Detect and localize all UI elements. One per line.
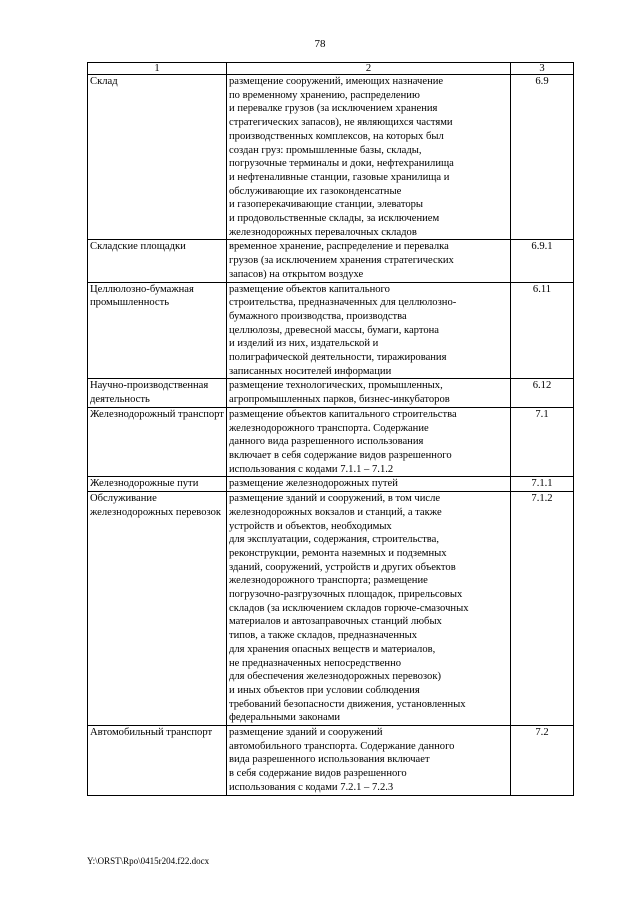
description-line: агропромышленных парков, бизнес-инкубаторов — [229, 394, 450, 406]
table-row — [88, 282, 574, 379]
description-line: и перевалке грузов (за исключением хранения — [229, 103, 438, 115]
description-line: складов (за исключением складов горюче-смазочных — [229, 602, 469, 614]
column-header-1: 1 — [88, 63, 227, 75]
description-line: размещение зданий и сооружений, в том числе — [229, 493, 441, 505]
land-use-name: Целлюлозно-бумажная промышленность — [88, 282, 227, 379]
land-use-description — [227, 407, 511, 477]
description-line: вида разрешенного использования включает — [229, 754, 430, 766]
land-use-name: Железнодорожные пути — [88, 477, 227, 492]
description-line: запасов) на открытом воздухе — [229, 268, 364, 280]
description-line: и продовольственные склады, за исключением — [229, 213, 440, 225]
land-use-description — [227, 492, 511, 726]
description-line: погрузочные терминалы и доки, нефтехранилища — [229, 158, 454, 170]
land-use-name: Склад — [88, 75, 227, 240]
description-line: реконструкции, ремонта наземных и подземных — [229, 547, 447, 559]
land-use-description — [227, 477, 511, 492]
description-line: полиграфической деятельности, тиражирования — [229, 352, 447, 364]
description-line: обслуживающие их газоконденсатные — [229, 185, 402, 197]
column-header-3: 3 — [511, 63, 574, 75]
description-line: использования с кодами 7.2.1 – 7.2.3 — [229, 781, 394, 793]
description-line: размещение объектов капитального — [229, 283, 390, 295]
description-line: погрузочно-разгрузочных площадок, прирельсовых — [229, 589, 463, 601]
description-line: и иных объектов при условии соблюдения — [229, 684, 420, 696]
land-use-description — [227, 379, 511, 407]
description-line: стратегических запасов), не являющихся частями — [229, 117, 453, 129]
description-line: размещение сооружений, имеющих назначение — [229, 76, 444, 87]
land-use-name: Железнодорожный транспорт — [88, 407, 227, 477]
description-line: и изделий из них, издательской и — [229, 338, 379, 350]
table-row — [88, 477, 574, 492]
land-use-code: 7.2 — [511, 726, 574, 796]
land-use-name: Складские площадки — [88, 240, 227, 282]
description-line: для эксплуатации, содержания, строительства, — [229, 534, 439, 546]
description-line: грузов (за исключением хранения стратегических — [229, 255, 454, 267]
land-use-description — [227, 240, 511, 282]
description-line: производственных комплексов, на которых был — [229, 130, 444, 142]
description-line: размещение технологических, промышленных, — [229, 380, 443, 392]
description-line: типов, а также складов, предназначенных — [229, 630, 418, 642]
land-use-code: 6.11 — [511, 282, 574, 379]
description-line: временное хранение, распределение и перевалка — [229, 241, 449, 253]
description-line: железнодорожных вокзалов и станций, а также — [229, 506, 442, 518]
table-row — [88, 407, 574, 477]
description-line: зданий, сооружений, устройств и других объектов — [229, 561, 456, 573]
description-line: создан груз: промышленные базы, склады, — [229, 144, 422, 156]
description-line: размещение зданий и сооружений — [229, 727, 383, 739]
description-line: использования с кодами 7.1.1 – 7.1.2 — [229, 463, 394, 475]
description-line: в себя содержание видов разрешенного — [229, 768, 407, 780]
land-use-code: 6.9 — [511, 75, 574, 240]
land-use-description — [227, 75, 511, 240]
description-line: строительства, предназначенных для целлюлозно- — [229, 297, 457, 309]
description-line: размещение железнодорожных путей — [229, 478, 398, 490]
description-line: бумажного производства, производства — [229, 310, 407, 322]
description-line: данного вида разрешенного использования — [229, 436, 424, 448]
description-line: для обеспечения железнодорожных перевозок) — [229, 671, 442, 683]
land-use-code: 7.1.1 — [511, 477, 574, 492]
land-use-name: Научно-производственная деятельность — [88, 379, 227, 407]
file-path-footer: Y:\ORST\Rpo\0415r204.f22.docx — [87, 856, 210, 866]
land-use-description — [227, 282, 511, 379]
land-use-description — [227, 726, 511, 796]
description-line: материалов и автозаправочных станций любых — [229, 616, 442, 628]
description-line: железнодорожных перевалочных складов — [229, 226, 417, 238]
table-header-row — [88, 63, 574, 75]
land-use-code: 6.12 — [511, 379, 574, 407]
description-line: не предназначенных непосредственно — [229, 657, 402, 669]
column-header-2: 2 — [227, 63, 511, 75]
description-line: по временному хранению, распределению — [229, 89, 420, 101]
description-line: федеральными законами — [229, 712, 341, 724]
land-use-code: 7.1 — [511, 407, 574, 477]
land-use-name: Автомобильный транспорт — [88, 726, 227, 796]
table-row — [88, 726, 574, 796]
table-row — [88, 379, 574, 407]
table-row — [88, 240, 574, 282]
table-row — [88, 75, 574, 240]
description-line: железнодорожного транспорта; размещение — [229, 575, 428, 587]
description-line: записанных носителей информации — [229, 365, 392, 377]
description-line: и нефтеналивные станции, газовые хранилища и — [229, 171, 450, 183]
land-use-code: 7.1.2 — [511, 492, 574, 726]
description-line: автомобильного транспорта. Содержание данного — [229, 740, 455, 752]
land-use-name: Обслуживание железнодорожных перевозок — [88, 492, 227, 726]
land-use-table — [87, 62, 574, 796]
description-line: размещение объектов капитального строительства — [229, 408, 457, 420]
table-row — [88, 492, 574, 726]
description-line: для хранения опасных веществ и материалов, — [229, 643, 436, 655]
description-line: целлюлозы, древесной массы, бумаги, картона — [229, 324, 440, 336]
description-line: устройств и объектов, необходимых — [229, 520, 392, 532]
description-line: требований безопасности движения, установленных — [229, 698, 466, 710]
description-line: железнодорожного транспорта. Содержание — [229, 422, 429, 434]
page-number: 78 — [314, 38, 326, 50]
land-use-code: 6.9.1 — [511, 240, 574, 282]
description-line: включает в себя содержание видов разрешенного — [229, 449, 452, 461]
description-line: и газоперекачивающие станции, элеваторы — [229, 199, 424, 211]
